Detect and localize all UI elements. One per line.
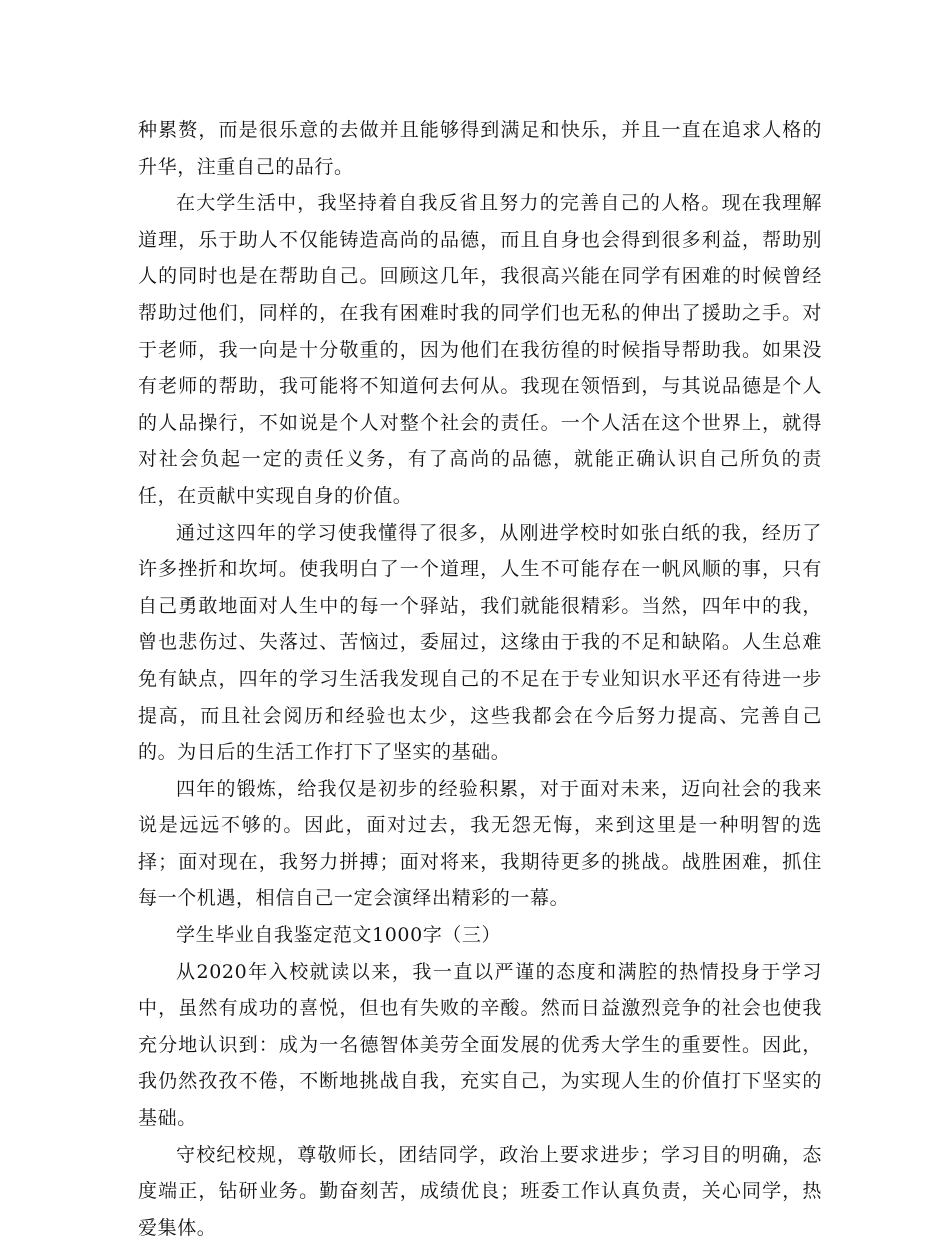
- paragraph-6: 守校纪校规，尊敬师长，团结同学，政治上要求进步；学习目的明确，态度端正，钻研业务。勤奋刻苦，成绩优良；班委工作认真负责，关心同学，热爱集体。: [138, 1143, 822, 1239]
- paragraph-1: 种累赘，而是很乐意的去做并且能够得到满足和快乐，并且一直在追求人格的升华，注重自己的品行。: [138, 119, 822, 178]
- document-body: [138, 112, 822, 1246]
- paragraph-3: 通过这四年的学习使我懂得了很多，从刚进学校时如张白纸的我，经历了许多挫折和坎坷。使我明白了一个道理，人生不可能存在一帆风顺的事，只有自己勇敢地面对人生中的每一个驿站，我们就能很精彩。当然，四年中的我，曾也悲伤过、失落过、苦恼过，委屈过，这缘由于我的不足和缺陷。人生总难免有缺点，四年的学习生活我发现自己的不足在于专业知识水平还有待进一步提高，而且社会阅历和经验也太少，这些我都会在今后努力提高、完善自己的。为日后的生活工作打下了坚实的基础。: [138, 521, 822, 764]
- paragraph-5: 从2020年入校就读以来，我一直以严谨的态度和满腔的热情投身于学习中，虽然有成功的喜悦，但也有失败的辛酸。然而日益激烈竞争的社会也使我充分地认识到：成为一名德智体美劳全面发展的优秀大学生的重要性。因此，我仍然孜孜不倦，不断地挑战自我，充实自己，为实现人生的价值打下坚实的基础。: [138, 960, 822, 1130]
- paragraph-2: 在大学生活中，我坚持着自我反省且努力的完善自己的人格。现在我理解道理，乐于助人不仅能铸造高尚的品德，而且自身也会得到很多利益，帮助别人的同时也是在帮助自己。回顾这几年，我很高兴能在同学有困难的时候曾经帮助过他们，同样的，在我有困难时我的同学们也无私的伸出了援助之手。对于老师，我一向是十分敬重的，因为他们在我彷徨的时候指导帮助我。如果没有老师的帮助，我可能将不知道何去何从。我现在领悟到，与其说品德是个人的人品操行，不如说是个人对整个社会的责任。一个人活在这个世界上，就得对社会负起一定的责任义务，有了高尚的品德，就能正确认识自己所负的责任，在贡献中实现自身的价值。: [138, 192, 822, 507]
- section-heading: 学生毕业自我鉴定范文1000字（三）: [176, 924, 502, 947]
- paragraph-4: 四年的锻炼，给我仅是初步的经验积累，对于面对未来，迈向社会的我来说是远远不够的。因此，面对过去，我无怨无悔，来到这里是一种明智的选择；面对现在，我努力拼搏；面对将来，我期待更多的挑战。战胜困难，抓住每一个机遇，相信自己一定会演绎出精彩的一幕。: [138, 777, 822, 910]
